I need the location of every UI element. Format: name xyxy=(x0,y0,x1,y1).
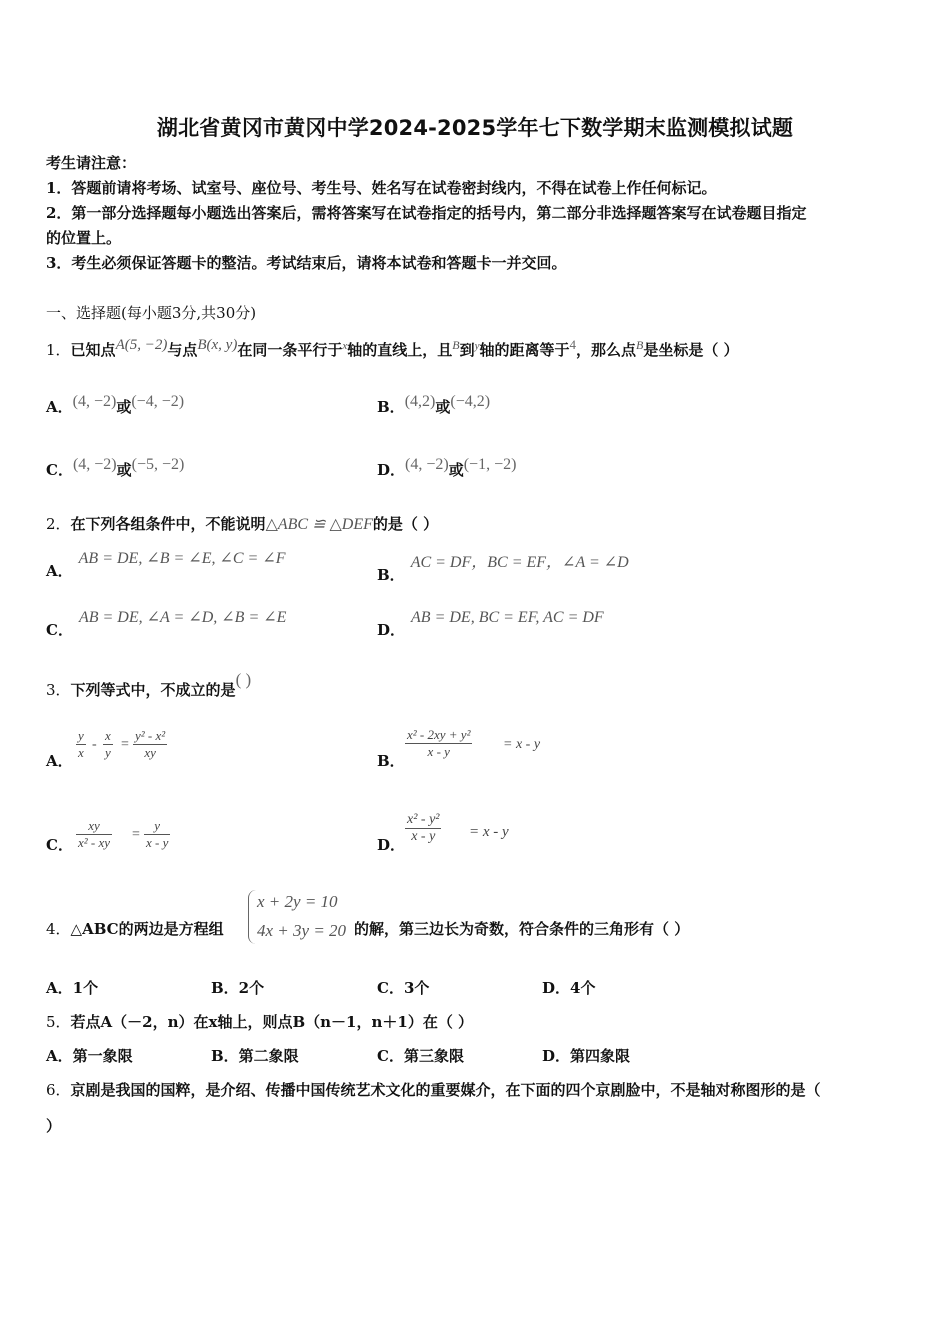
section-heading: 一、选择题(每小题3分,共30分) xyxy=(46,304,257,322)
q3-option-c-label[interactable]: C． xyxy=(46,836,73,854)
q3-option-d-label[interactable]: D． xyxy=(377,836,406,854)
q1-b3: B xyxy=(636,338,644,352)
question-number: 2． xyxy=(46,515,71,533)
equation-2: 4x + 3y = 20 xyxy=(257,921,347,940)
q1-b2: B xyxy=(452,338,460,352)
fraction xyxy=(103,728,113,761)
numerator: y xyxy=(78,728,84,743)
q2-congruence: △ABC ≌ △DEF xyxy=(265,516,373,533)
q3-option-b-label[interactable]: B． xyxy=(377,752,405,770)
question-number: 3． xyxy=(46,681,71,699)
option-text: AB = DE, BC = EF, AC = DF xyxy=(411,609,604,626)
option-or: 或 xyxy=(435,398,451,416)
option-text: AC = DF，BC = EF，∠A = ∠D xyxy=(410,554,629,571)
q1-option-c[interactable] xyxy=(46,456,185,480)
q1-text-1: 已知点 xyxy=(70,341,116,359)
q1-x: x xyxy=(342,340,348,352)
option-value-1: (4, −2) xyxy=(72,456,117,473)
q4-text-1: △ABC的两边是方程组 xyxy=(70,920,224,938)
fraction xyxy=(76,728,86,761)
q1-text-4: 轴的直线上，且 xyxy=(347,341,453,359)
q1-option-b[interactable] xyxy=(377,393,491,417)
q1-text-8: 是坐标是（ ） xyxy=(643,341,739,359)
notice-item-3: 3．考生必须保证答题卡的整洁。考试结束后，请将本试卷和答题卡一并交回。 xyxy=(46,254,567,272)
fraction xyxy=(133,728,167,761)
question-6 xyxy=(46,1079,821,1100)
q2-option-d[interactable] xyxy=(377,606,604,639)
equation-1: x + 2y = 10 xyxy=(257,892,338,911)
denominator: x - y xyxy=(411,829,436,844)
q5-option-d[interactable]: D．第四象限 xyxy=(542,1047,631,1065)
q2-text-1: 在下列各组条件中，不能说明 xyxy=(70,515,266,533)
option-label: D． xyxy=(377,461,406,479)
page-title: 湖北省黄冈市黄冈中学2024-2025学年七下数学期末监测模拟试题 xyxy=(156,116,794,140)
denominator: x - y xyxy=(427,744,450,759)
q1-text-6: 轴的距离等于 xyxy=(479,341,570,359)
numerator: x xyxy=(105,728,111,743)
q6-tail: ） xyxy=(46,1117,62,1135)
option-or: 或 xyxy=(116,398,132,416)
rhs: = x - y xyxy=(469,824,509,840)
option-label: B． xyxy=(377,566,405,584)
option-or: 或 xyxy=(116,461,132,479)
q1-point-a: A(5, −2) xyxy=(115,337,168,353)
rhs: = x - y xyxy=(503,737,541,752)
q1-text-2: 与点 xyxy=(167,341,198,359)
q1-text-7: ，那么点 xyxy=(576,341,637,359)
fraction xyxy=(76,818,112,851)
denominator: y xyxy=(105,745,111,760)
option-value-2: (−1, −2) xyxy=(463,456,517,473)
q4-option-a[interactable]: A．1个 xyxy=(46,979,99,997)
q2-option-b[interactable] xyxy=(377,549,629,584)
denominator: x² - xy xyxy=(78,835,111,850)
q1-option-a[interactable] xyxy=(46,393,185,417)
q1-y: y xyxy=(474,340,480,352)
option-value-1: (4, −2) xyxy=(72,393,117,410)
q1-text-3: 在同一条平行于 xyxy=(237,341,343,359)
q4-option-c[interactable]: C．3个 xyxy=(377,979,430,997)
question-4 xyxy=(46,918,224,939)
q4-text-2: 的解，第三边长为奇数，符合条件的三角形有（ ） xyxy=(354,920,690,938)
question-number: 1． xyxy=(46,341,71,359)
q3-option-a-label[interactable]: A． xyxy=(46,752,73,770)
q5-text: 若点A（－2，n）在x轴上，则点B（n－1，n＋1）在（ ） xyxy=(70,1013,474,1031)
option-text: AB = DE, ∠B = ∠E, ∠C = ∠F xyxy=(78,550,286,567)
option-label: C． xyxy=(46,621,73,639)
numerator: x² - y² xyxy=(407,812,440,827)
q1-four: 4 xyxy=(569,337,577,352)
question-3 xyxy=(46,670,252,700)
q5-option-a[interactable]: A．第一象限 xyxy=(46,1047,133,1065)
q1-point-b: B(x, y) xyxy=(197,337,238,353)
question-number: 5． xyxy=(46,1013,71,1031)
q2-option-a[interactable] xyxy=(46,547,286,580)
option-value-2: (−4, −2) xyxy=(131,393,185,410)
option-value-1: (4, −2) xyxy=(405,456,449,473)
numerator: y xyxy=(154,818,161,833)
notice-heading: 考生请注意： xyxy=(46,154,137,172)
q5-option-b[interactable]: B．第二象限 xyxy=(211,1047,299,1065)
option-label: B． xyxy=(377,398,405,416)
q2-text-2: 的是（ ） xyxy=(372,515,439,533)
q1-text-5: 到 xyxy=(459,341,475,359)
option-value-1: (4,2) xyxy=(404,393,436,410)
denominator: x - y xyxy=(146,835,169,850)
denominator: x xyxy=(78,745,84,760)
question-number: 4． xyxy=(46,920,71,938)
q4-option-b[interactable]: B．2个 xyxy=(211,979,265,997)
q1-option-d[interactable] xyxy=(377,456,517,480)
question-5 xyxy=(46,1011,473,1032)
option-value-2: (−4,2) xyxy=(450,393,491,410)
q3-text: 下列等式中，不成立的是 xyxy=(70,681,236,699)
option-label: A． xyxy=(46,398,73,416)
q6-text: 京剧是我国的国粹，是介绍、传播中国传统艺术文化的重要媒介，在下面的四个京剧脸中，不是轴对称图形的是（ xyxy=(70,1081,821,1099)
notice-item-1: 1．答题前请将考场、试室号、座位号、考生号、姓名写在试卷密封线内，不得在试卷上作任何标记。 xyxy=(46,179,717,197)
numerator: x² - 2xy + y² xyxy=(407,727,471,742)
question-2 xyxy=(46,513,438,534)
fraction xyxy=(144,818,170,851)
fraction xyxy=(405,727,472,760)
option-label: C． xyxy=(46,461,73,479)
q2-option-c[interactable] xyxy=(46,606,287,639)
option-value-2: (−5, −2) xyxy=(131,456,185,473)
operator: = xyxy=(121,737,129,752)
operator: - xyxy=(92,737,97,752)
option-or: 或 xyxy=(448,461,464,479)
numerator: xy xyxy=(88,818,100,833)
question-1 xyxy=(46,339,739,360)
q5-option-c[interactable]: C．第三象限 xyxy=(377,1047,464,1065)
notice-item-2b: 的位置上。 xyxy=(46,229,122,247)
q3-paren: ( ) xyxy=(235,670,252,689)
option-label: D． xyxy=(377,621,406,639)
q4-option-d[interactable]: D．4个 xyxy=(542,979,596,997)
fraction xyxy=(405,812,441,845)
denominator: xy xyxy=(144,745,156,760)
operator: = xyxy=(132,827,140,842)
question-number: 6． xyxy=(46,1081,71,1099)
option-label: A． xyxy=(46,562,73,580)
numerator: y² - x² xyxy=(135,728,166,743)
option-text: AB = DE, ∠A = ∠D, ∠B = ∠E xyxy=(78,609,287,626)
notice-item-2a: 2．第一部分选择题每小题选出答案后，需将答案写在试卷指定的括号内，第二部分非选择题答案写在试卷题目指定 xyxy=(46,204,807,222)
